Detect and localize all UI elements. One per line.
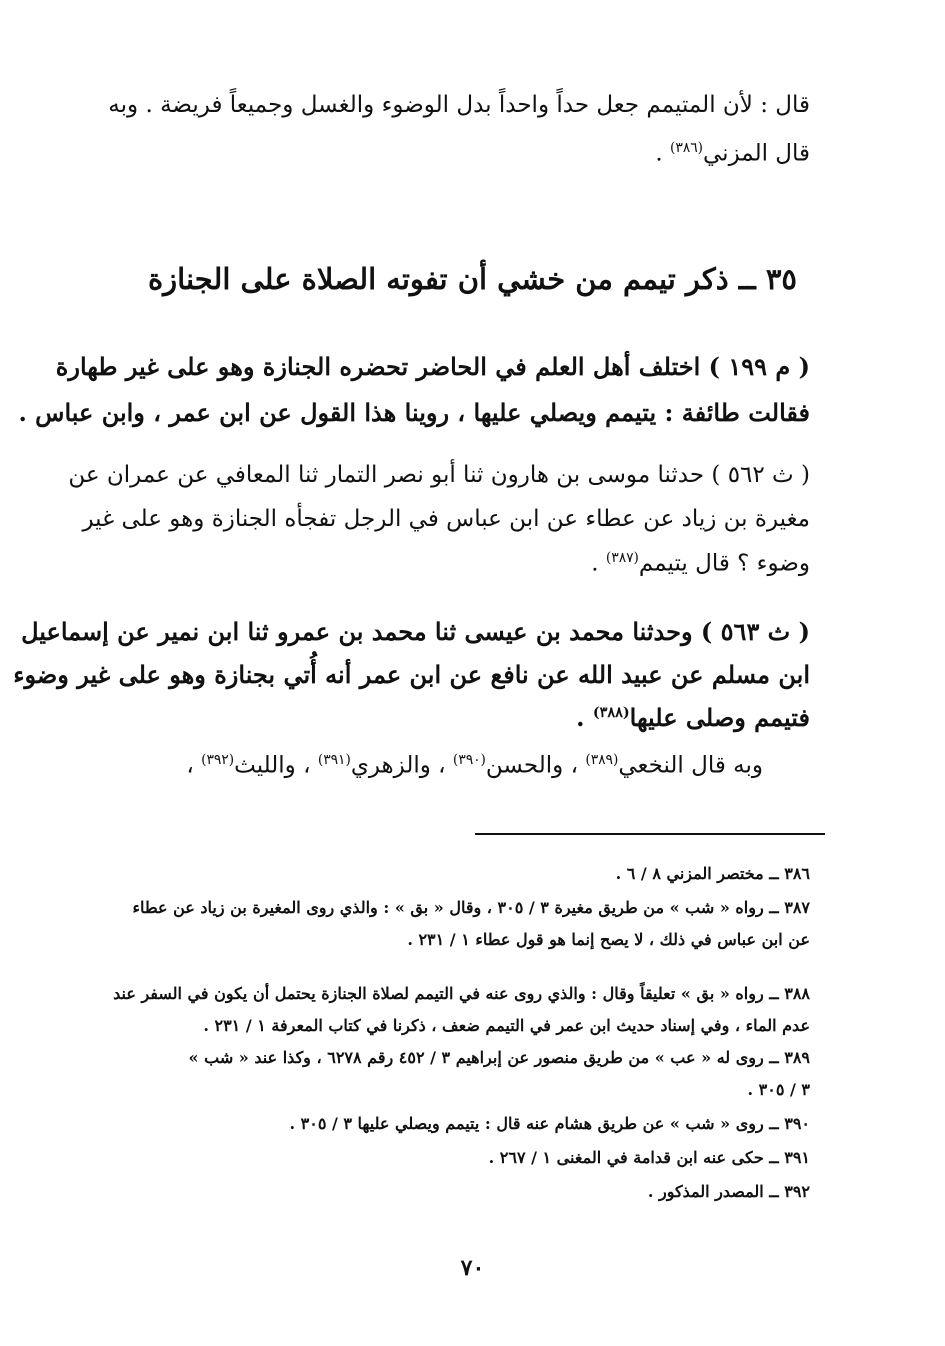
footnote-387-line-2: عن ابن عباس في ذلك ، لا يصح إنما هو قول عطاء ١ / ٢٣١ . (407, 930, 810, 949)
wabih-a: وبه قال النخعي (618, 752, 763, 779)
wabih-e: ، (186, 752, 202, 779)
footnote-separator (475, 833, 825, 835)
t563-line-2: ابن مسلم عن عبيد الله عن نافع عن ابن عمر أنه أُتي بجنازة وهو على غير وضوء (13, 660, 810, 689)
t562-line-2: مغيرة بن زياد عن عطاء عن ابن عباس في الرجل تفجأه الجنازة وهو على غير (82, 506, 810, 532)
footnote-ref-392: (٣٩٢) (201, 752, 235, 768)
t562-text: وضوء ؟ قال يتيمم (638, 550, 810, 577)
t563-line-1: ( ث ٥٦٣ ) وحدثنا محمد بن عيسى ثنا محمد بن عمرو ثنا ابن نمير عن إسماعيل (21, 617, 810, 646)
m199-line-1: ( م ١٩٩ ) اختلف أهل العلم في الحاضر تحضره الجنازة وهو على غير طهارة (55, 352, 810, 381)
footnote-ref-389: (٣٨٩) (585, 752, 619, 768)
footnote-ref-386: (٣٨٦) (670, 140, 704, 156)
t562-line-1: ( ث ٥٦٢ ) حدثنا موسى بن هارون ثنا أبو نصر التمار ثنا المعافي عن عمران عن (68, 462, 810, 488)
footnote-389-line-1: ٣٨٩ ــ روى له « عب » من طريق منصور عن إبراهيم ٣ / ٤٥٢ رقم ٦٢٧٨ ، وكذا عند « شب » (188, 1048, 810, 1067)
intro-end: . (655, 140, 670, 167)
section-title: ٣٥ ــ ذكر تيمم من خشي أن تفوته الصلاة على الجنازة (147, 262, 797, 296)
footnote-392: ٣٩٢ ــ المصدر المذكور . (647, 1182, 810, 1201)
footnote-391: ٣٩١ ــ حكى عنه ابن قدامة في المغنى ١ / ٢٦٧ . (488, 1148, 810, 1167)
footnote-389-line-2: ٣ / ٣٠٥ . (747, 1080, 810, 1099)
footnote-386: ٣٨٦ ــ مختصر المزني ٨ / ٦ . (615, 864, 810, 883)
m199-line-2: فقالت طائفة : يتيمم ويصلي عليها ، روينا هذا القول عن ابن عمر ، وابن عباس . (18, 398, 810, 427)
intro-line-1: قال : لأن المتيمم جعل حداً واحداً بدل الوضوء والغسل وجميعاً فريضة . وبه (108, 92, 810, 118)
footnote-ref-390: (٣٩٠) (452, 752, 486, 768)
t563-end: . (576, 703, 593, 732)
footnote-388-line-2: عدم الماء ، وفي إسناد حديث ابن عمر في التيمم ضعف ، ذكرنا في كتاب المعرفة ١ / ٢٣١ . (203, 1016, 810, 1035)
footnote-387-line-1: ٣٨٧ ــ رواه « شب » من طريق مغيرة ٣ / ٣٠٥ ، وقال « بق » : والذي روى المغيرة بن زياد عن عطاء (132, 898, 810, 917)
footnote-ref-391: (٣٩١) (317, 752, 351, 768)
wabih-c: ، والزهري (350, 752, 453, 779)
footnote-ref-387: (٣٨٧) (605, 550, 639, 566)
t563-text: فتيمم وصلى عليها (629, 703, 810, 732)
intro-text: قال المزني (703, 140, 810, 167)
intro-line-2 (135, 140, 810, 167)
wabih-d: ، والليث (234, 752, 318, 779)
footnote-388-line-1: ٣٨٨ ــ رواه « بق » تعليقاً وقال : والذي روى عنه في التيمم لصلاة الجنازة يحتمل أن يكون في السفر عند (113, 984, 810, 1003)
wabih-line (135, 752, 763, 779)
t562-line-3 (135, 550, 810, 577)
footnote-ref-388: (٣٨٨) (592, 704, 630, 721)
wabih-b: ، والحسن (485, 752, 586, 779)
t562-end: . (591, 550, 606, 577)
t563-line-3 (135, 703, 810, 732)
footnote-390: ٣٩٠ ــ روى « شب » عن طريق هشام عنه قال : يتيمم ويصلي عليها ٣ / ٣٠٥ . (289, 1114, 810, 1133)
page-number: ٧٠ (460, 1255, 485, 1281)
